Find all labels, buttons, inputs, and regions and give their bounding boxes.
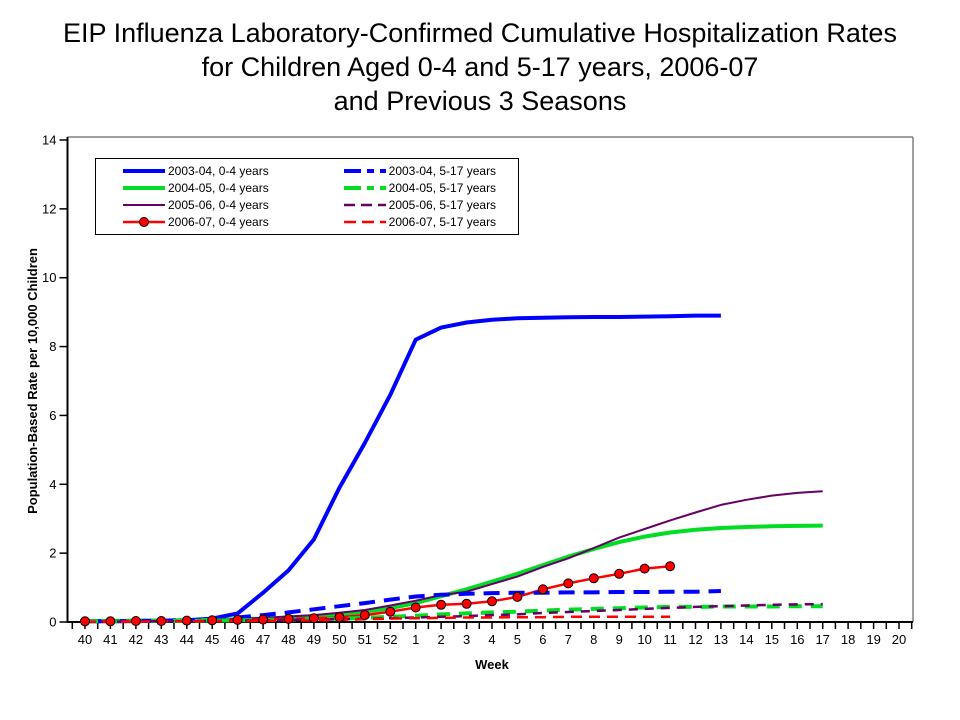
x-tick-label: 47 xyxy=(255,632,271,647)
x-tick-label: 3 xyxy=(462,632,471,647)
x-tick-label: 41 xyxy=(103,632,118,647)
chart-legend xyxy=(95,158,519,235)
marker-2006-07-0-4-years xyxy=(564,579,573,588)
legend-item-2005-06-0-4-years xyxy=(122,197,285,214)
series-2003-04-0-4-years xyxy=(85,316,721,622)
marker-2006-07-0-4-years xyxy=(513,592,522,601)
y-axis-title: Population-Based Rate per 10,000 Children xyxy=(25,248,40,514)
marker-2006-07-0-4-years xyxy=(81,617,90,626)
x-tick-label: 18 xyxy=(840,632,856,647)
chart-title-line2: for Children Aged 0-4 and 5-17 years, 2006-07 xyxy=(201,52,759,82)
legend-label-2004-05-5-17-years: 2004-05, 5-17 years xyxy=(388,180,497,195)
marker-2006-07-0-4-years xyxy=(411,603,420,612)
legend-swatch-2003-04-0-4-years xyxy=(122,164,166,178)
y-tick-label: 0 xyxy=(49,614,57,630)
x-tick-label: 52 xyxy=(383,632,398,647)
marker-2006-07-0-4-years xyxy=(437,600,446,609)
legend-label-2005-06-0-4-years: 2005-06, 0-4 years xyxy=(168,198,269,213)
y-tick-label: 2 xyxy=(49,545,57,561)
x-tick-label: 20 xyxy=(891,632,907,647)
x-tick-label: 1 xyxy=(412,632,420,647)
legend-item-2003-04-0-4-years xyxy=(122,162,285,179)
marker-2006-07-0-4-years xyxy=(666,562,675,571)
legend-item-2004-05-0-4-years xyxy=(122,179,285,196)
x-tick-label: 17 xyxy=(815,632,830,647)
marker-2006-07-0-4-years xyxy=(538,585,547,594)
legend-swatch-2006-07-0-4-years xyxy=(122,215,166,229)
legend-label-2003-04-0-4-years: 2003-04, 0-4 years xyxy=(168,163,269,178)
legend-item-2005-06-5-17-years xyxy=(343,197,512,214)
x-tick-label: 50 xyxy=(332,632,347,647)
legend-swatch-2003-04-5-17-years xyxy=(343,164,387,178)
x-tick-label: 46 xyxy=(230,632,245,647)
marker-2006-07-0-4-years xyxy=(640,564,649,573)
x-tick-label: 15 xyxy=(764,632,780,647)
x-tick-label: 2 xyxy=(437,632,445,647)
marker-2006-07-0-4-years xyxy=(462,599,471,608)
chart-title-line1: EIP Influenza Laboratory-Confirmed Cumulative Hospitalization Rates xyxy=(63,18,897,48)
x-tick-label: 16 xyxy=(790,632,805,647)
x-tick-label: 12 xyxy=(688,632,703,647)
legend-label-2004-05-0-4-years: 2004-05, 0-4 years xyxy=(168,180,269,195)
y-tick-label: 8 xyxy=(49,339,57,355)
x-tick-label: 10 xyxy=(637,632,652,647)
series-2006-07-0-4-years xyxy=(85,566,670,621)
legend-label-2006-07-0-4-years: 2006-07, 0-4 years xyxy=(168,215,269,230)
marker-2006-07-0-4-years xyxy=(386,607,395,616)
x-tick-label: 4 xyxy=(488,632,496,647)
x-tick-label: 9 xyxy=(615,632,623,647)
x-tick-label: 45 xyxy=(204,632,220,647)
x-tick-label: 48 xyxy=(281,632,296,647)
marker-2006-07-0-4-years xyxy=(259,615,268,624)
x-tick-label: 44 xyxy=(179,632,195,647)
marker-2006-07-0-4-years xyxy=(309,614,318,623)
x-tick-label: 19 xyxy=(866,632,881,647)
series-2004-05-5-17-years xyxy=(85,606,823,621)
x-axis-title: Week xyxy=(475,657,509,672)
y-tick-label: 10 xyxy=(42,270,57,286)
legend-label-2006-07-5-17-years: 2006-07, 5-17 years xyxy=(388,215,497,230)
legend-swatch-2004-05-0-4-years xyxy=(122,181,166,195)
y-tick-label: 6 xyxy=(49,407,57,423)
legend-swatch-2004-05-5-17-years xyxy=(343,181,387,195)
marker-2006-07-0-4-years xyxy=(182,616,191,625)
marker-2006-07-0-4-years xyxy=(131,617,140,626)
chart-title-line3: and Previous 3 Seasons xyxy=(333,86,627,116)
marker-2006-07-0-4-years xyxy=(335,613,344,622)
legend-item-2003-04-5-17-years xyxy=(343,162,512,179)
legend-swatch-2005-06-5-17-years xyxy=(343,198,387,212)
x-tick-label: 6 xyxy=(539,632,547,647)
legend-item-2006-07-0-4-years xyxy=(122,214,285,231)
series-2005-06-0-4-years xyxy=(85,491,823,621)
x-tick-label: 8 xyxy=(590,632,598,647)
legend-item-2004-05-5-17-years xyxy=(343,179,512,196)
x-tick-label: 40 xyxy=(77,632,93,647)
legend-item-2006-07-5-17-years xyxy=(343,214,512,231)
marker-2006-07-0-4-years xyxy=(488,597,497,606)
legend-label-2005-06-5-17-years: 2005-06, 5-17 years xyxy=(388,198,497,213)
x-tick-label: 14 xyxy=(739,632,754,647)
marker-2006-07-0-4-years xyxy=(157,617,166,626)
y-tick-label: 4 xyxy=(49,476,57,492)
x-tick-label: 11 xyxy=(663,632,677,647)
marker-2006-07-0-4-years xyxy=(208,616,217,625)
legend-label-2003-04-5-17-years: 2003-04, 5-17 years xyxy=(388,163,497,178)
x-tick-label: 42 xyxy=(128,632,144,647)
x-tick-label: 49 xyxy=(306,632,322,647)
y-tick-label: 14 xyxy=(42,132,57,148)
marker-2006-07-0-4-years xyxy=(106,617,115,626)
marker-2006-07-0-4-years xyxy=(233,615,242,624)
marker-2006-07-0-4-years xyxy=(615,569,624,578)
marker-2006-07-0-4-years xyxy=(589,574,598,583)
legend-swatch-2006-07-5-17-years xyxy=(343,215,387,229)
x-tick-label: 13 xyxy=(713,632,729,647)
x-tick-label: 51 xyxy=(357,632,373,647)
y-tick-label: 12 xyxy=(42,201,57,217)
marker-2006-07-0-4-years xyxy=(284,614,293,623)
x-tick-label: 5 xyxy=(513,632,522,647)
marker-2006-07-0-4-years xyxy=(360,611,369,620)
x-tick-label: 7 xyxy=(564,632,572,647)
x-tick-label: 43 xyxy=(154,632,169,647)
legend-swatch-2005-06-0-4-years xyxy=(122,198,166,212)
